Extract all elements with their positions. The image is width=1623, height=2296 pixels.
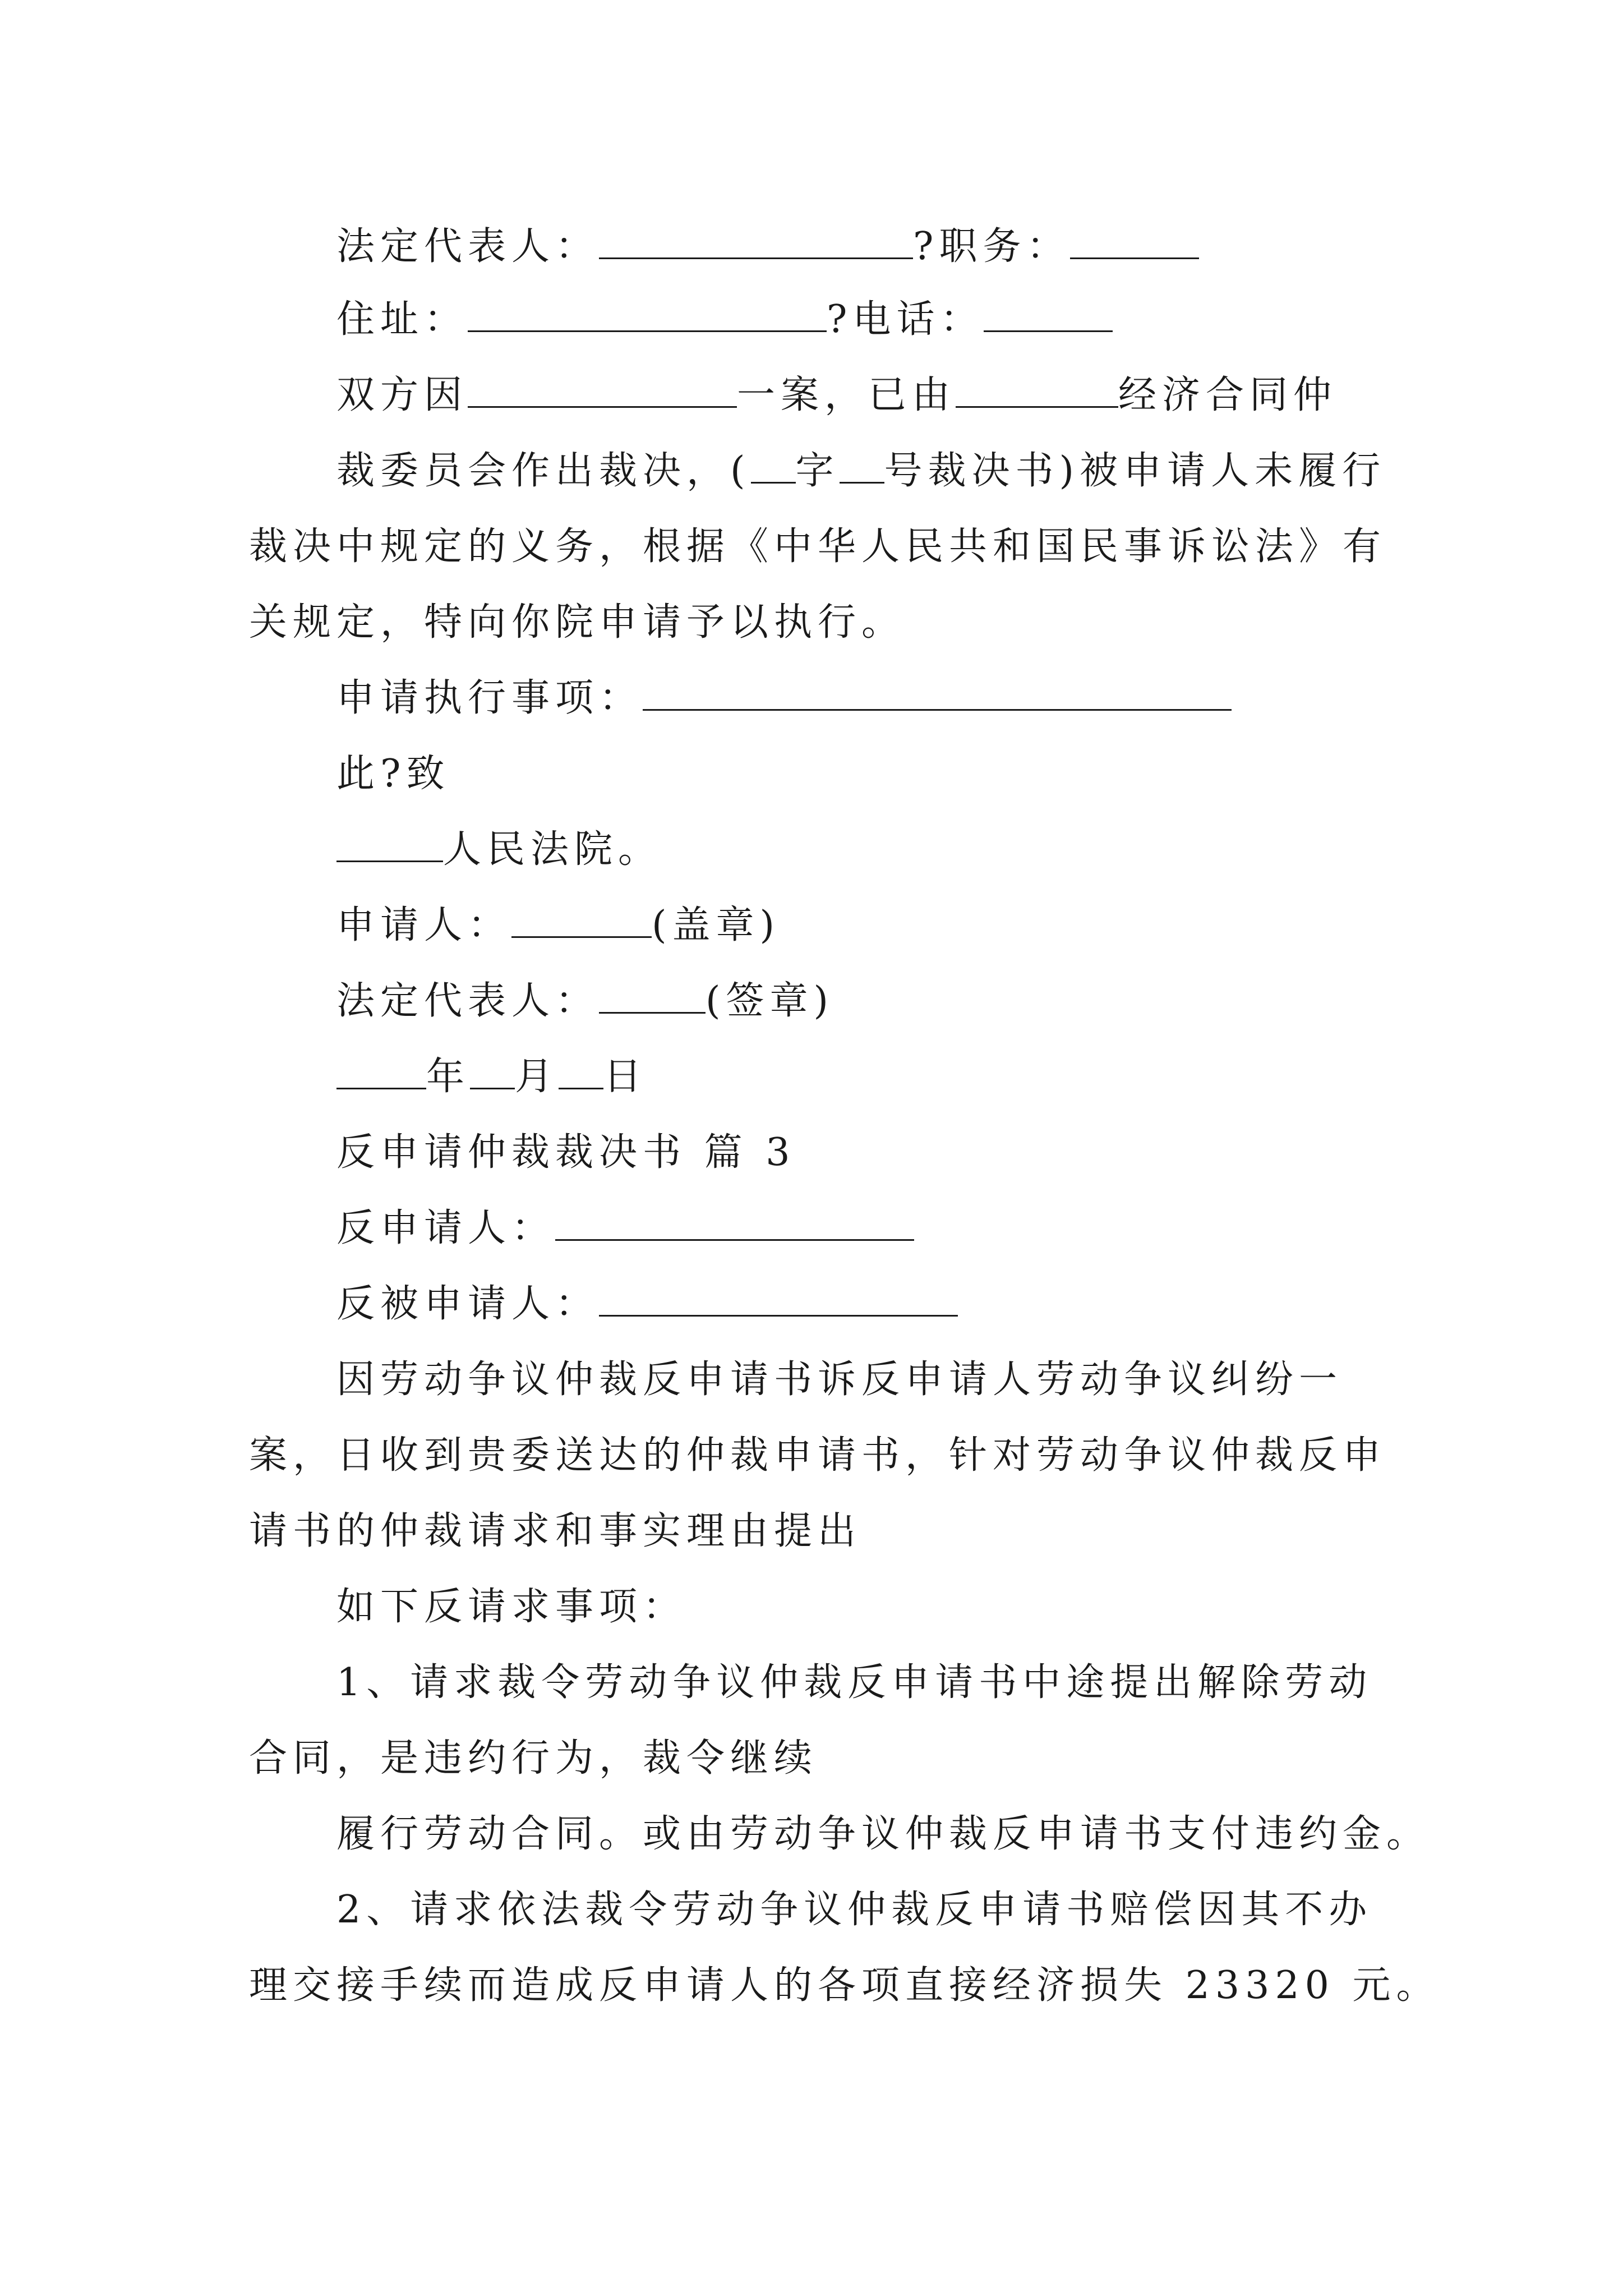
address-label: 住址： xyxy=(336,297,468,342)
applicant-sign-line xyxy=(336,903,780,948)
legal-rep-seal-text: (签章) xyxy=(706,979,834,1023)
paragraph-line: 合同，是违约行为，裁令继续 xyxy=(249,1736,818,1780)
paragraph-line: 案，日收到贵委送达的仲裁申请书，针对劳动争议仲裁反申 xyxy=(249,1433,1387,1478)
phone-blank xyxy=(984,298,1113,332)
day-text: 日 xyxy=(603,1055,648,1099)
paragraph-line: 1、请求裁令劳动争议仲裁反申请书中途提出解除劳动 xyxy=(336,1660,1373,1705)
enforcement-items-line xyxy=(336,676,1232,721)
counter-respondent-blank xyxy=(599,1282,958,1317)
counter-applicant-blank xyxy=(555,1207,914,1241)
year-text: 年 xyxy=(426,1055,471,1099)
month-blank xyxy=(470,1055,515,1089)
case-blank xyxy=(468,374,737,408)
ruling-text-c: 号裁决书)被申请人未履行 xyxy=(884,449,1386,493)
court-text: 人民法院。 xyxy=(443,827,662,872)
case-text-b: 一案，已由 xyxy=(737,373,956,417)
legal-rep-blank xyxy=(599,225,913,259)
paragraph-line: 关规定，特向你院申请予以执行。 xyxy=(249,600,906,645)
ruling-text-b: 字 xyxy=(795,449,840,493)
legal-rep-sign-line xyxy=(336,979,834,1024)
ruling-word-blank xyxy=(751,449,796,484)
counter-respondent-label: 反被申请人： xyxy=(336,1282,600,1326)
ruling-line xyxy=(336,449,1386,494)
year-blank xyxy=(336,1055,426,1089)
position-blank xyxy=(1070,225,1199,259)
case-text-c: 经济合同仲 xyxy=(1118,373,1338,417)
day-blank xyxy=(559,1055,603,1089)
address-blank xyxy=(468,298,827,332)
case-line xyxy=(336,373,1337,418)
paragraph-line: 如下反请求事项： xyxy=(336,1585,687,1629)
legal-rep-sign-blank xyxy=(599,979,706,1014)
paragraph-line: 2、请求依法裁令劳动争议仲裁反申请书赔偿因其不办 xyxy=(336,1888,1373,1932)
legal-rep-sign-label: 法定代表人： xyxy=(336,979,600,1023)
enforcement-items-blank xyxy=(643,677,1232,711)
counter-applicant-line xyxy=(336,1206,914,1251)
position-label: ?职务： xyxy=(913,224,1071,269)
ruling-number-blank xyxy=(840,449,884,484)
court-line xyxy=(336,827,662,872)
counter-respondent-line xyxy=(336,1282,958,1327)
legal-rep-line xyxy=(336,224,1199,269)
section-heading: 反申请仲裁裁决书 篇 3 xyxy=(336,1130,796,1175)
case-text-a: 双方因 xyxy=(336,373,468,417)
enforcement-items-label: 申请执行事项： xyxy=(336,676,643,720)
paragraph-line: 裁决中规定的义务，根据《中华人民共和国民事诉讼法》有 xyxy=(249,524,1387,569)
paragraph-line: 理交接手续而造成反申请人的各项直接经济损失 23320 元。 xyxy=(249,1963,1440,2008)
counter-applicant-label: 反申请人： xyxy=(336,1206,556,1250)
salutation-line: 此?致 xyxy=(336,752,450,796)
applicant-seal-text: (盖章) xyxy=(652,903,781,947)
legal-rep-label: 法定代表人： xyxy=(336,224,600,269)
paragraph-line: 履行劳动合同。或由劳动争议仲裁反申请书支付违约金。 xyxy=(336,1812,1431,1856)
date-line xyxy=(336,1055,647,1099)
address-line xyxy=(336,297,1113,342)
court-blank xyxy=(336,828,443,862)
applicant-sign-label: 申请人： xyxy=(336,903,512,947)
applicant-sign-blank xyxy=(511,904,652,938)
month-text: 月 xyxy=(515,1055,559,1099)
paragraph-line: 因劳动争议仲裁反申请书诉反申请人劳动争议纠纷一 xyxy=(336,1358,1343,1402)
committee-blank xyxy=(956,374,1118,408)
paragraph-line: 请书的仲裁请求和事实理由提出 xyxy=(249,1509,862,1553)
phone-label: ?电话： xyxy=(827,297,984,342)
ruling-text-a: 裁委员会作出裁决，( xyxy=(336,449,751,493)
